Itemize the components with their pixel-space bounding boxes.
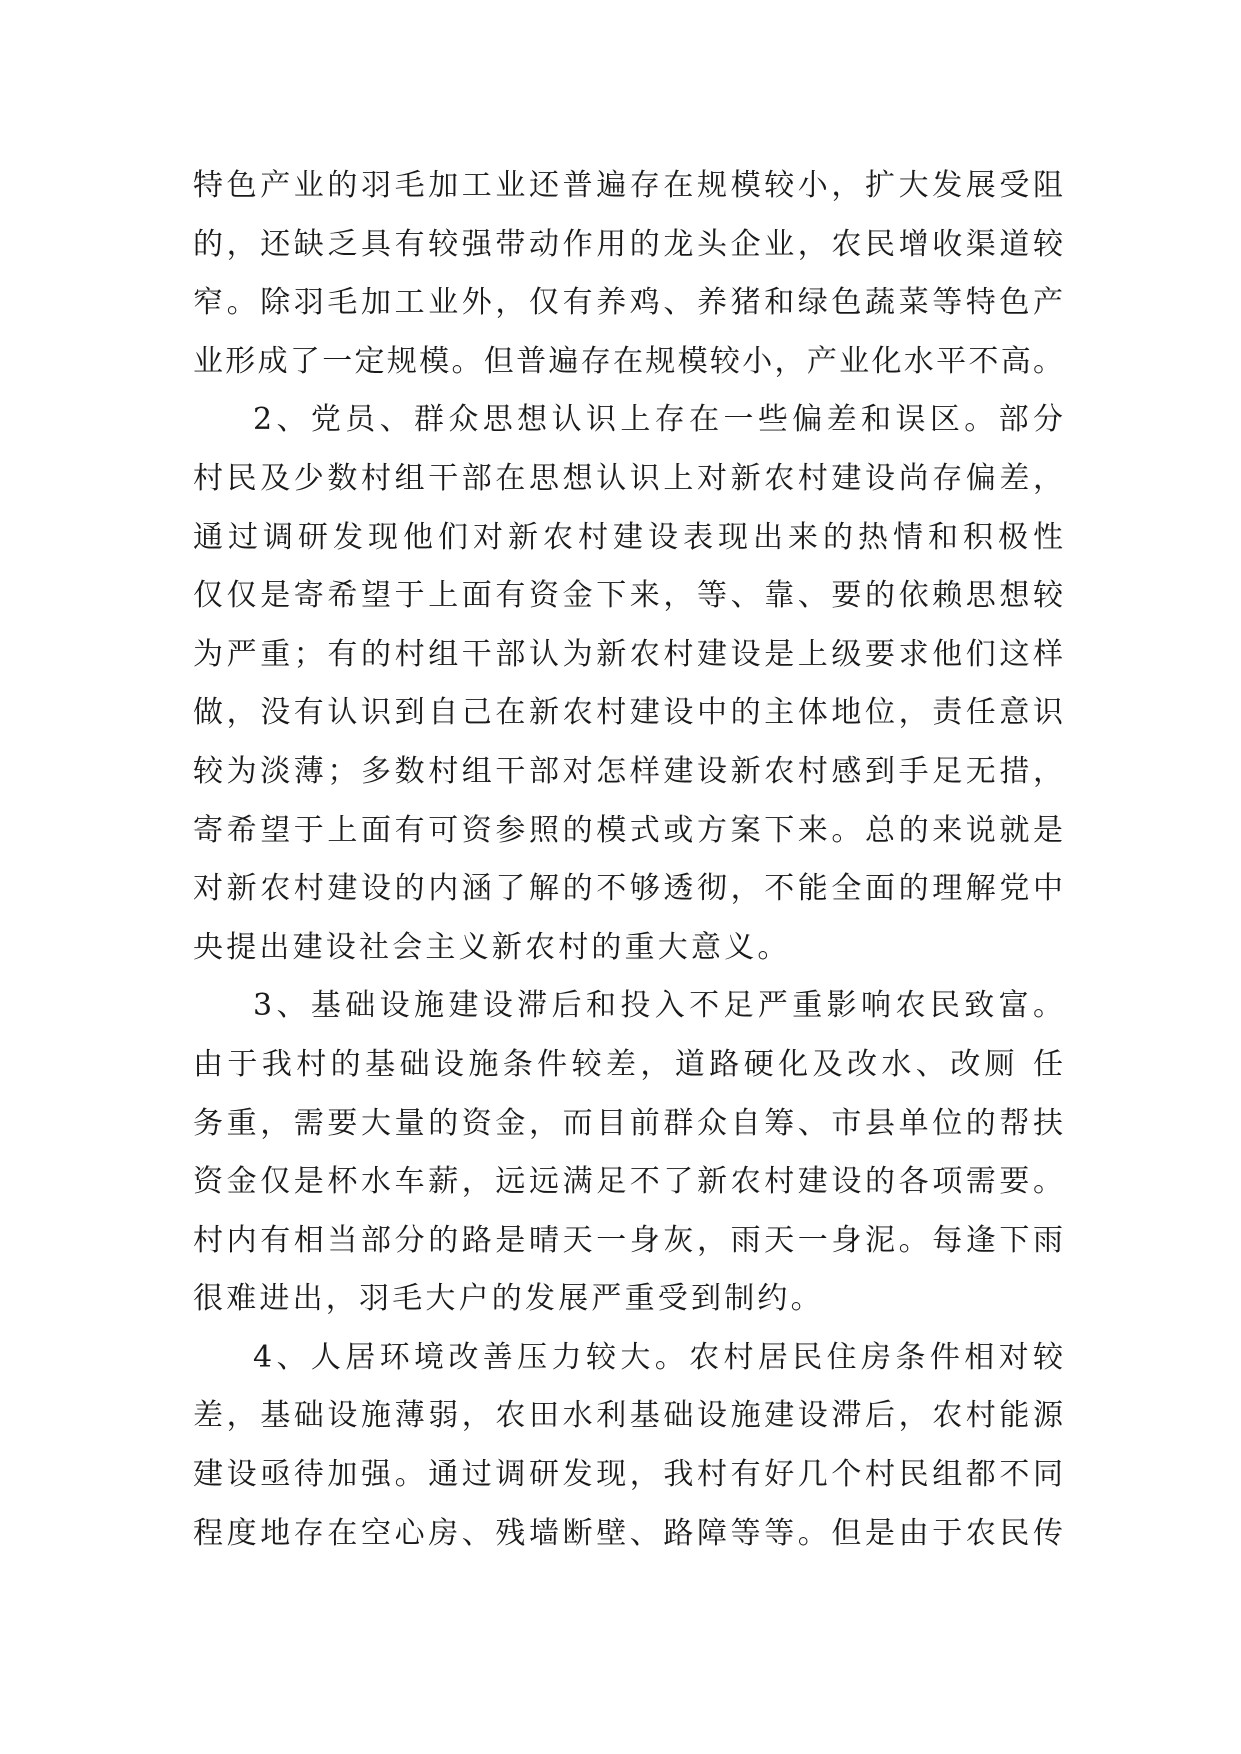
text-line: 2、党员、群众思想认识上存在一些偏差和误区。部分 [253, 402, 1063, 438]
text-line: 做，没有认识到自己在新农村建设中的主体地位，责任意识 [193, 695, 1063, 731]
paragraph-1 [193, 157, 1063, 391]
text-line: 差，基础设施薄弱，农田水利基础设施建设滞后，农村能源 [193, 1398, 1063, 1434]
paragraph-4 [193, 1329, 1063, 1563]
text-line: 很难进出，羽毛大户的发展严重受到制约。 [193, 1281, 824, 1317]
paragraph-2 [193, 391, 1063, 977]
text-line: 资金仅是杯水车薪，远远满足不了新农村建设的各项需要。 [193, 1164, 1063, 1200]
paragraph-3 [193, 977, 1063, 1329]
text-line: 寄希望于上面有可资参照的模式或方案下来。总的来说就是 [193, 812, 1063, 848]
text-line: 业形成了一定规模。但普遍存在规模较小，产业化水平不高。 [193, 343, 1063, 379]
text-line: 3、基础设施建设滞后和投入不足严重影响农民致富。 [253, 988, 1063, 1024]
document-body [193, 157, 1063, 1563]
text-line: 仅仅是寄希望于上面有资金下来，等、靠、要的依赖思想较 [193, 578, 1063, 614]
text-line: 对新农村建设的内涵了解的不够透彻，不能全面的理解党中 [193, 871, 1063, 907]
text-line: 央提出建设社会主义新农村的重大意义。 [193, 929, 791, 965]
text-line: 程度地存在空心房、残墙断壁、路障等等。但是由于农民传 [193, 1515, 1063, 1551]
text-line: 特色产业的羽毛加工业还普遍存在规模较小，扩大发展受阻 [193, 168, 1063, 203]
text-line: 4、人居环境改善压力较大。农村居民住房条件相对较 [253, 1339, 1063, 1375]
text-line: 务重，需要大量的资金，而目前群众自筹、市县单位的帮扶 [193, 1105, 1063, 1141]
text-line: 村民及少数村组干部在思想认识上对新农村建设尚存偏差， [193, 460, 1063, 496]
text-line: 的，还缺乏具有较强带动作用的龙头企业，农民增收渠道较 [193, 226, 1063, 262]
text-line: 村内有相当部分的路是晴天一身灰，雨天一身泥。每逢下雨 [193, 1222, 1063, 1258]
text-line: 为严重；有的村组干部认为新农村建设是上级要求他们这样 [193, 636, 1063, 672]
text-line: 窄。除羽毛加工业外，仅有养鸡、养猪和绿色蔬菜等特色产 [193, 285, 1063, 321]
text-line: 较为淡薄；多数村组干部对怎样建设新农村感到手足无措， [193, 753, 1063, 789]
text-line: 由于我村的基础设施条件较差，道路硬化及改水、改厕 任 [193, 1046, 1063, 1082]
text-line: 通过调研发现他们对新农村建设表现出来的热情和积极性 [193, 519, 1063, 555]
text-line: 建设亟待加强。通过调研发现，我村有好几个村民组都不同 [193, 1457, 1063, 1493]
